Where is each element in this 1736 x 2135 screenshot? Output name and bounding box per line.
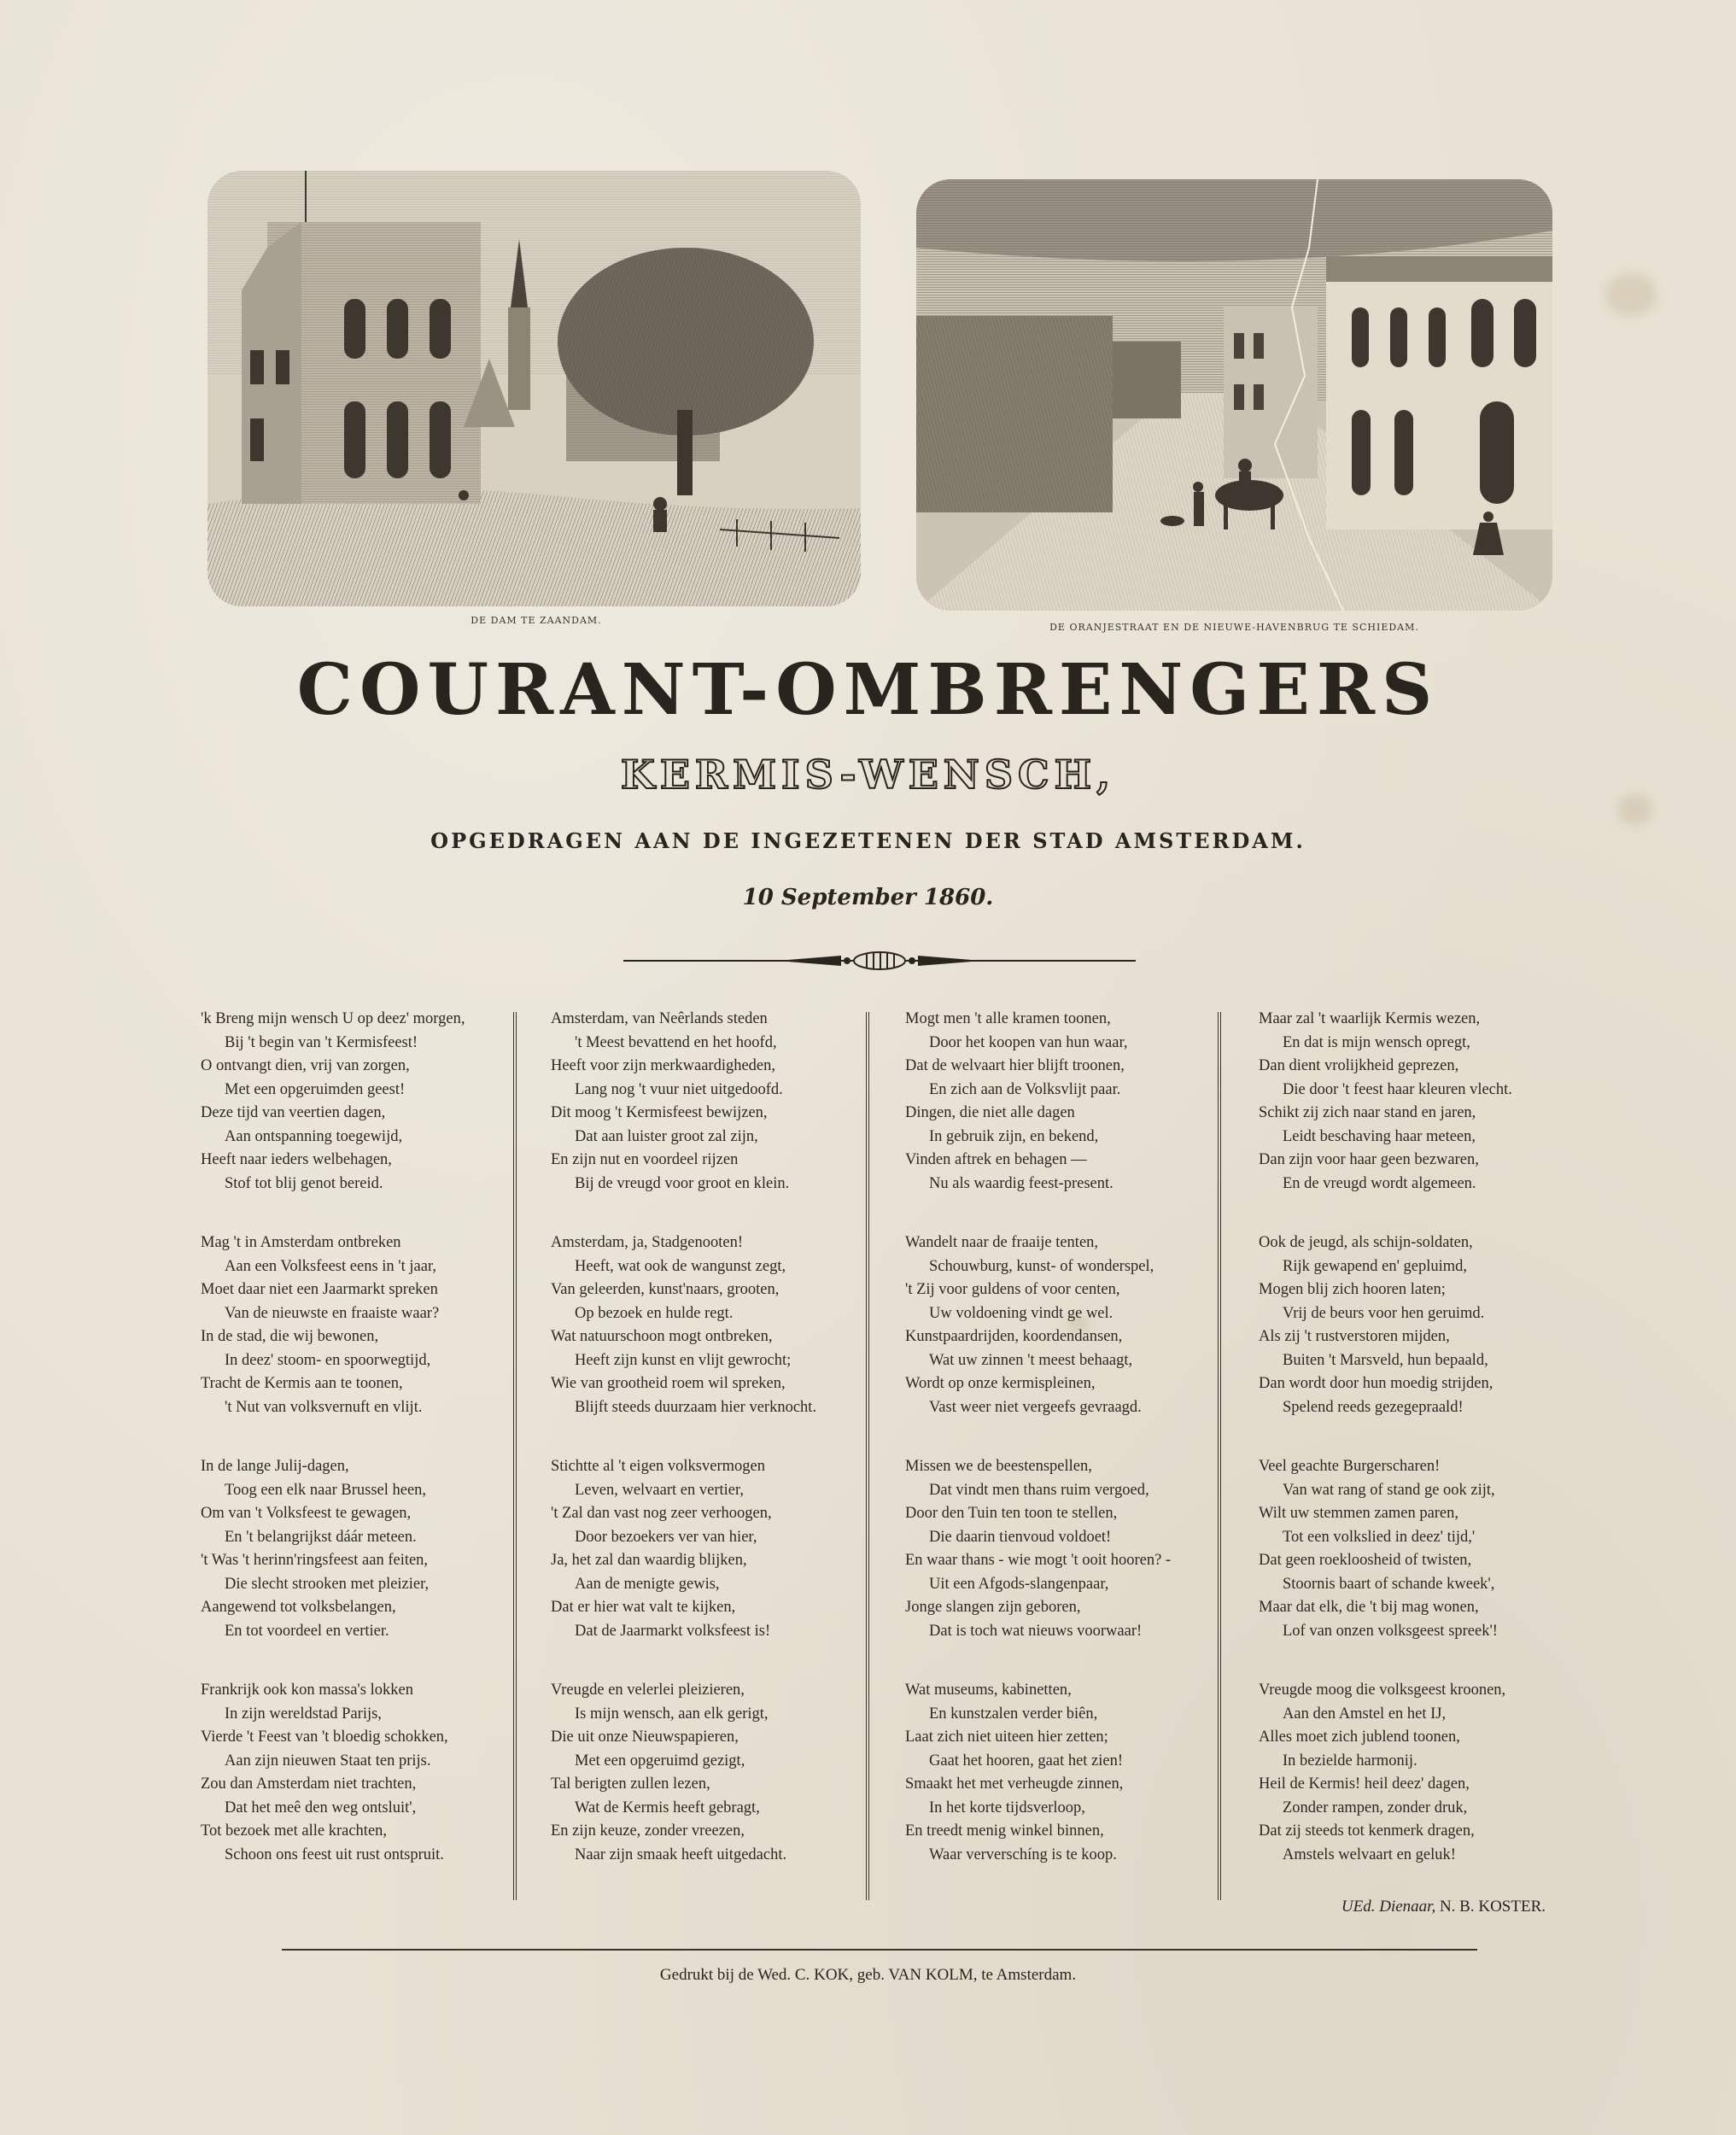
poem-line: Missen we de beestenspellen, (905, 1458, 1092, 1475)
poem-line: Stoornis baart of schande kweek', (1283, 1575, 1495, 1593)
poem-line: In zijn wereldstad Parijs, (225, 1705, 382, 1723)
poem-line: Frankrijk ook kon massa's lokken (201, 1682, 413, 1699)
poem-line: Dat aan luister groot zal zijn, (575, 1127, 758, 1145)
poem-line: Dan zijn voor haar geen bezwaren, (1259, 1151, 1479, 1168)
bottom-rule (282, 1949, 1477, 1951)
poem-line: Dat zij steeds tot kenmerk dragen, (1259, 1822, 1475, 1840)
column-divider (513, 1012, 517, 1900)
engraving-schiedam (916, 179, 1552, 611)
poem-line: Bij de vreugd voor groot en klein. (575, 1174, 790, 1192)
poem-line: Moet daar niet een Jaarmarkt spreken (201, 1281, 438, 1298)
poem-line: Met een opgeruimd gezigt, (575, 1752, 745, 1769)
poem-line: Deze tijd van veertien dagen, (201, 1104, 386, 1121)
poem-line: Heeft, wat ook de wangunst zegt, (575, 1257, 786, 1275)
poem-line: Amsterdam, van Neêrlands steden (551, 1010, 768, 1027)
poem-line: Schikt zij zich naar stand en jaren, (1259, 1104, 1476, 1121)
stanza (201, 1679, 534, 1903)
poem-line: Vreugde en velerlei pleizieren, (551, 1682, 745, 1699)
poem-line: Bij 't begin van 't Kermisfeest! (225, 1033, 418, 1051)
poem-line: Stof tot blij genot bereid. (225, 1174, 383, 1192)
poem-line: Wilt uw stemmen zamen paren, (1259, 1505, 1459, 1522)
poem-line: Die slecht strooken met pleizier, (225, 1575, 430, 1593)
stanza (201, 1231, 534, 1455)
poem-line: Tot bezoek met alle krachten, (201, 1822, 388, 1840)
poem-line: Maar dat elk, die 't bij mag wonen, (1259, 1599, 1479, 1616)
page-subtitle: KERMIS-WENSCH, (620, 752, 1116, 798)
poem-line: Van wat rang of stand ge ook zijt, (1283, 1481, 1495, 1499)
poem-line: Heeft naar ieders welbehagen, (201, 1151, 392, 1168)
poem-line: 't Meest bevattend en het hoofd, (575, 1033, 777, 1051)
poem-line: Spelend reeds gezegepraald! (1283, 1398, 1464, 1416)
date: 10 September 1860. (742, 885, 994, 910)
page-title: COURANT-OMBRENGERS (296, 649, 1440, 731)
poem-line: Dat geen roekloosheid of twisten, (1259, 1552, 1472, 1569)
poem-line: En treedt menig winkel binnen, (905, 1822, 1104, 1840)
poem-line: En zijn keuze, zonder vreezen, (551, 1822, 745, 1840)
poem-line: En kunstzalen verder biên, (929, 1705, 1098, 1723)
poem-line: Tot een volkslied in deez' tijd,' (1283, 1528, 1476, 1546)
poem-line: Lof van onzen volksgeest spreek'! (1283, 1622, 1498, 1640)
poem-line: Smaakt het met verheugde zinnen, (905, 1775, 1124, 1793)
poem-line: Aan ontspanning toegewijd, (225, 1127, 403, 1145)
illustration-dam-zaandam (208, 171, 861, 606)
poem-line: Aan den Amstel en het IJ, (1283, 1705, 1447, 1723)
poem-line: Aan zijn nieuwen Staat ten prijs. (225, 1752, 431, 1769)
poem-line: Buiten 't Marsveld, hun bepaald, (1283, 1351, 1488, 1369)
poem-column-1 (201, 1008, 534, 1903)
signature-name: N. B. KOSTER. (1439, 1898, 1546, 1916)
poem-line: En tot voordeel en vertier. (225, 1622, 389, 1640)
stanza (905, 1679, 1238, 1903)
poem-line: Waar ververschíng is te koop. (929, 1845, 1117, 1863)
poem-line: En de vreugd wordt algemeen. (1283, 1174, 1476, 1192)
poem-line: Wat uw zinnen 't meest behaagt, (929, 1351, 1133, 1369)
stanza (905, 1231, 1238, 1455)
stanza (905, 1455, 1238, 1679)
poem-line: Die daarin tienvoud voldoet! (929, 1528, 1112, 1546)
stanza (1259, 1231, 1592, 1455)
poem-line: Heil de Kermis! heil deez' dagen, (1259, 1775, 1470, 1793)
poem-line: Vast weer niet vergeefs gevraagd. (929, 1398, 1142, 1416)
poem-line: Dat vindt men thans ruim vergoed, (929, 1481, 1149, 1499)
poem-line: Door bezoekers ver van hier, (575, 1528, 757, 1546)
poem-line: En waar thans - wie mogt 't ooit hooren? - (905, 1552, 1172, 1569)
engraving-zaandam (208, 171, 861, 606)
poem-column-2 (551, 1008, 884, 1903)
poem-line: Tracht de Kermis aan te toonen, (201, 1375, 403, 1392)
poem-line: Met een opgeruimden geest! (225, 1080, 406, 1098)
poem-line: Laat zich niet uiteen hier zetten; (905, 1728, 1108, 1746)
poem-line: Door het koopen van hun waar, (929, 1033, 1128, 1051)
poem-line: Ook de jeugd, als schijn-soldaten, (1259, 1234, 1473, 1251)
poem-line: Is mijn wensch, aan elk gerigt, (575, 1705, 769, 1723)
poem-line: Aangewend tot volksbelangen, (201, 1599, 396, 1616)
poem-line: Zou dan Amsterdam niet trachten, (201, 1775, 417, 1793)
stanza (1259, 1679, 1592, 1903)
poem-line: Van geleerden, kunst'naars, grooten, (551, 1281, 780, 1298)
poem-line: Alles moet zich jublend toonen, (1259, 1728, 1460, 1746)
illustration-oranjestraat-schiedam (916, 179, 1552, 611)
poem-line: Dingen, die niet alle dagen (905, 1104, 1075, 1121)
poem-line: Wat de Kermis heeft gebragt, (575, 1799, 760, 1816)
poem-line: Vierde 't Feest van 't bloedig schokken, (201, 1728, 448, 1746)
stanza (1259, 1455, 1592, 1679)
poem-line: Wat natuurschoon mogt ontbreken, (551, 1328, 773, 1345)
poem-line: Om van 't Volksfeest te gewagen, (201, 1505, 412, 1522)
poem-line: Amstels welvaart en geluk! (1283, 1845, 1456, 1863)
poem-line: 'k Breng mijn wensch U op deez' morgen, (201, 1010, 465, 1027)
poem-line: 't Was 't herinn'ringsfeest aan feiten, (201, 1552, 429, 1569)
poem-line: Dit moog 't Kermisfeest bewijzen, (551, 1104, 768, 1121)
poem-line: Dan dient vrolijkheid geprezen, (1259, 1057, 1459, 1074)
poem-line: Lang nog 't vuur niet uitgedoofd. (575, 1080, 783, 1098)
column-divider (866, 1012, 869, 1900)
poem-line: Mogen blij zich hooren laten; (1259, 1281, 1446, 1298)
poem-line: In bezielde harmonij. (1283, 1752, 1417, 1769)
poem-line: Schoon ons feest uit rust ontspruit. (225, 1845, 444, 1863)
poem-line: Aan een Volksfeest eens in 't jaar, (225, 1257, 436, 1275)
stanza (1259, 1008, 1592, 1231)
signature-prefix: UEd. Dienaar, (1341, 1898, 1436, 1916)
illustration-caption-right: DE ORANJESTRAAT EN DE NIEUWE-HAVENBRUG TE SCHIEDAM. (1049, 622, 1419, 633)
poem-line: In de stad, die wij bewonen, (201, 1328, 379, 1345)
poem-column-4 (1259, 1008, 1592, 1903)
poem-line: Dat er hier wat valt te kijken, (551, 1599, 736, 1616)
poem-line: 't Zij voor guldens of voor centen, (905, 1281, 1120, 1298)
poem-line: Amsterdam, ja, Stadgenooten! (551, 1234, 744, 1251)
poem-line: Dat het meê den weg ontsluit', (225, 1799, 417, 1816)
poem-line: Stichtte al 't eigen volksvermogen (551, 1458, 765, 1475)
paper-stain (1618, 794, 1652, 825)
poem-line: En 't belangrijkst dáár meteen. (225, 1528, 417, 1546)
poem-column-3 (905, 1008, 1238, 1903)
stanza (201, 1008, 534, 1231)
poem-line: In het korte tijdsverloop, (929, 1799, 1085, 1816)
poem-line: Kunstpaardrijden, koordendansen, (905, 1328, 1123, 1345)
poem-line: Toog een elk naar Brussel heen, (225, 1481, 427, 1499)
poem-line: Rijk gewapend en' gepluimd, (1283, 1257, 1468, 1275)
poem-line: Die door 't feest haar kleuren vlecht. (1283, 1080, 1512, 1098)
poem-line: Nu als waardig feest-present. (929, 1174, 1113, 1192)
poem-line: Wat museums, kabinetten, (905, 1682, 1072, 1699)
paper-stain (1605, 273, 1657, 316)
ornament-divider (623, 948, 1136, 974)
poem-line: Uit een Afgods-slangenpaar, (929, 1575, 1109, 1593)
poem-line: Heeft voor zijn merkwaardigheden, (551, 1057, 776, 1074)
poem-line: Vreugde moog die volksgeest kroonen, (1259, 1682, 1506, 1699)
poem-line: Mogt men 't alle kramen toonen, (905, 1010, 1111, 1027)
poem-line: In de lange Julij-dagen, (201, 1458, 349, 1475)
poem-line: Wordt op onze kermispleinen, (905, 1375, 1096, 1392)
poem-line: Leven, welvaart en vertier, (575, 1481, 745, 1499)
poem-line: Wie van grootheid roem wil spreken, (551, 1375, 786, 1392)
poem-line: Ja, het zal dan waardig blijken, (551, 1552, 747, 1569)
poem-line: Wandelt naar de fraaije tenten, (905, 1234, 1099, 1251)
poem-line: Schouwburg, kunst- of wonderspel, (929, 1257, 1154, 1275)
poem-line: Dat de welvaart hier blijft troonen, (905, 1057, 1125, 1074)
poem-line: Van de nieuwste en fraaiste waar? (225, 1304, 440, 1322)
poem-line: Aan de menigte gewis, (575, 1575, 720, 1593)
illustration-caption-left: DE DAM TE ZAANDAM. (471, 615, 602, 626)
poem-line: Op bezoek en hulde regt. (575, 1304, 734, 1322)
stanza (905, 1008, 1238, 1231)
poem-line: Veel geachte Burgerscharen! (1259, 1458, 1441, 1475)
poem-line: Heeft zijn kunst en vlijt gewrocht; (575, 1351, 792, 1369)
stanza (551, 1455, 884, 1679)
poem-line: O ontvangt dien, vrij van zorgen, (201, 1057, 410, 1074)
poem-line: 't Zal dan vast nog zeer verhoogen, (551, 1505, 772, 1522)
stanza (201, 1455, 534, 1679)
stanza (551, 1008, 884, 1231)
poem-line: Gaat het hooren, gaat het zien! (929, 1752, 1124, 1769)
poem-line: Als zij 't rustverstoren mijden, (1259, 1328, 1450, 1345)
signature (1110, 1898, 1546, 1916)
poem-line: Dat de Jaarmarkt volksfeest is! (575, 1622, 771, 1640)
poem-line: Vrij de beurs voor hen geruimd. (1283, 1304, 1485, 1322)
poem-line: En dat is mijn wensch opregt, (1283, 1033, 1470, 1051)
poem-line: Mag 't in Amsterdam ontbreken (201, 1234, 401, 1251)
poem-line: Naar zijn smaak heeft uitgedacht. (575, 1845, 787, 1863)
poem-line: Dan wordt door hun moedig strijden, (1259, 1375, 1493, 1392)
poem-line: Zonder rampen, zonder druk, (1283, 1799, 1468, 1816)
stanza (551, 1231, 884, 1455)
poem-line: Dat is toch wat nieuws voorwaar! (929, 1622, 1143, 1640)
stanza (551, 1679, 884, 1903)
poem-line: 't Nut van volksvernuft en vlijt. (225, 1398, 423, 1416)
poem-line: Blijft steeds duurzaam hier verknocht. (575, 1398, 817, 1416)
dedication: OPGEDRAGEN AAN DE INGEZETENEN DER STAD AMSTERDAM. (430, 828, 1306, 853)
poem-line: Maar zal 't waarlijk Kermis wezen, (1259, 1010, 1481, 1027)
poem-line: Uw voldoening vindt ge wel. (929, 1304, 1113, 1322)
poem-line: Jonge slangen zijn geboren, (905, 1599, 1081, 1616)
poem-line: Die uit onze Nieuwspapieren, (551, 1728, 739, 1746)
poem-line: In gebruik zijn, en bekend, (929, 1127, 1099, 1145)
poem-line: Vinden aftrek en behagen — (905, 1151, 1087, 1168)
poem-line: En zijn nut en voordeel rijzen (551, 1151, 739, 1168)
poem-line: In deez' stoom- en spoorwegtijd, (225, 1351, 431, 1369)
printer-imprint: Gedrukt bij de Wed. C. KOK, geb. VAN KOLM, te Amsterdam. (659, 1966, 1077, 1984)
poem-line: Leidt beschaving haar meteen, (1283, 1127, 1476, 1145)
poem-line: Door den Tuin ten toon te stellen, (905, 1505, 1118, 1522)
poem-line: Tal berigten zullen lezen, (551, 1775, 710, 1793)
poem-line: En zich aan de Volksvlijt paar. (929, 1080, 1121, 1098)
column-divider (1218, 1012, 1221, 1900)
